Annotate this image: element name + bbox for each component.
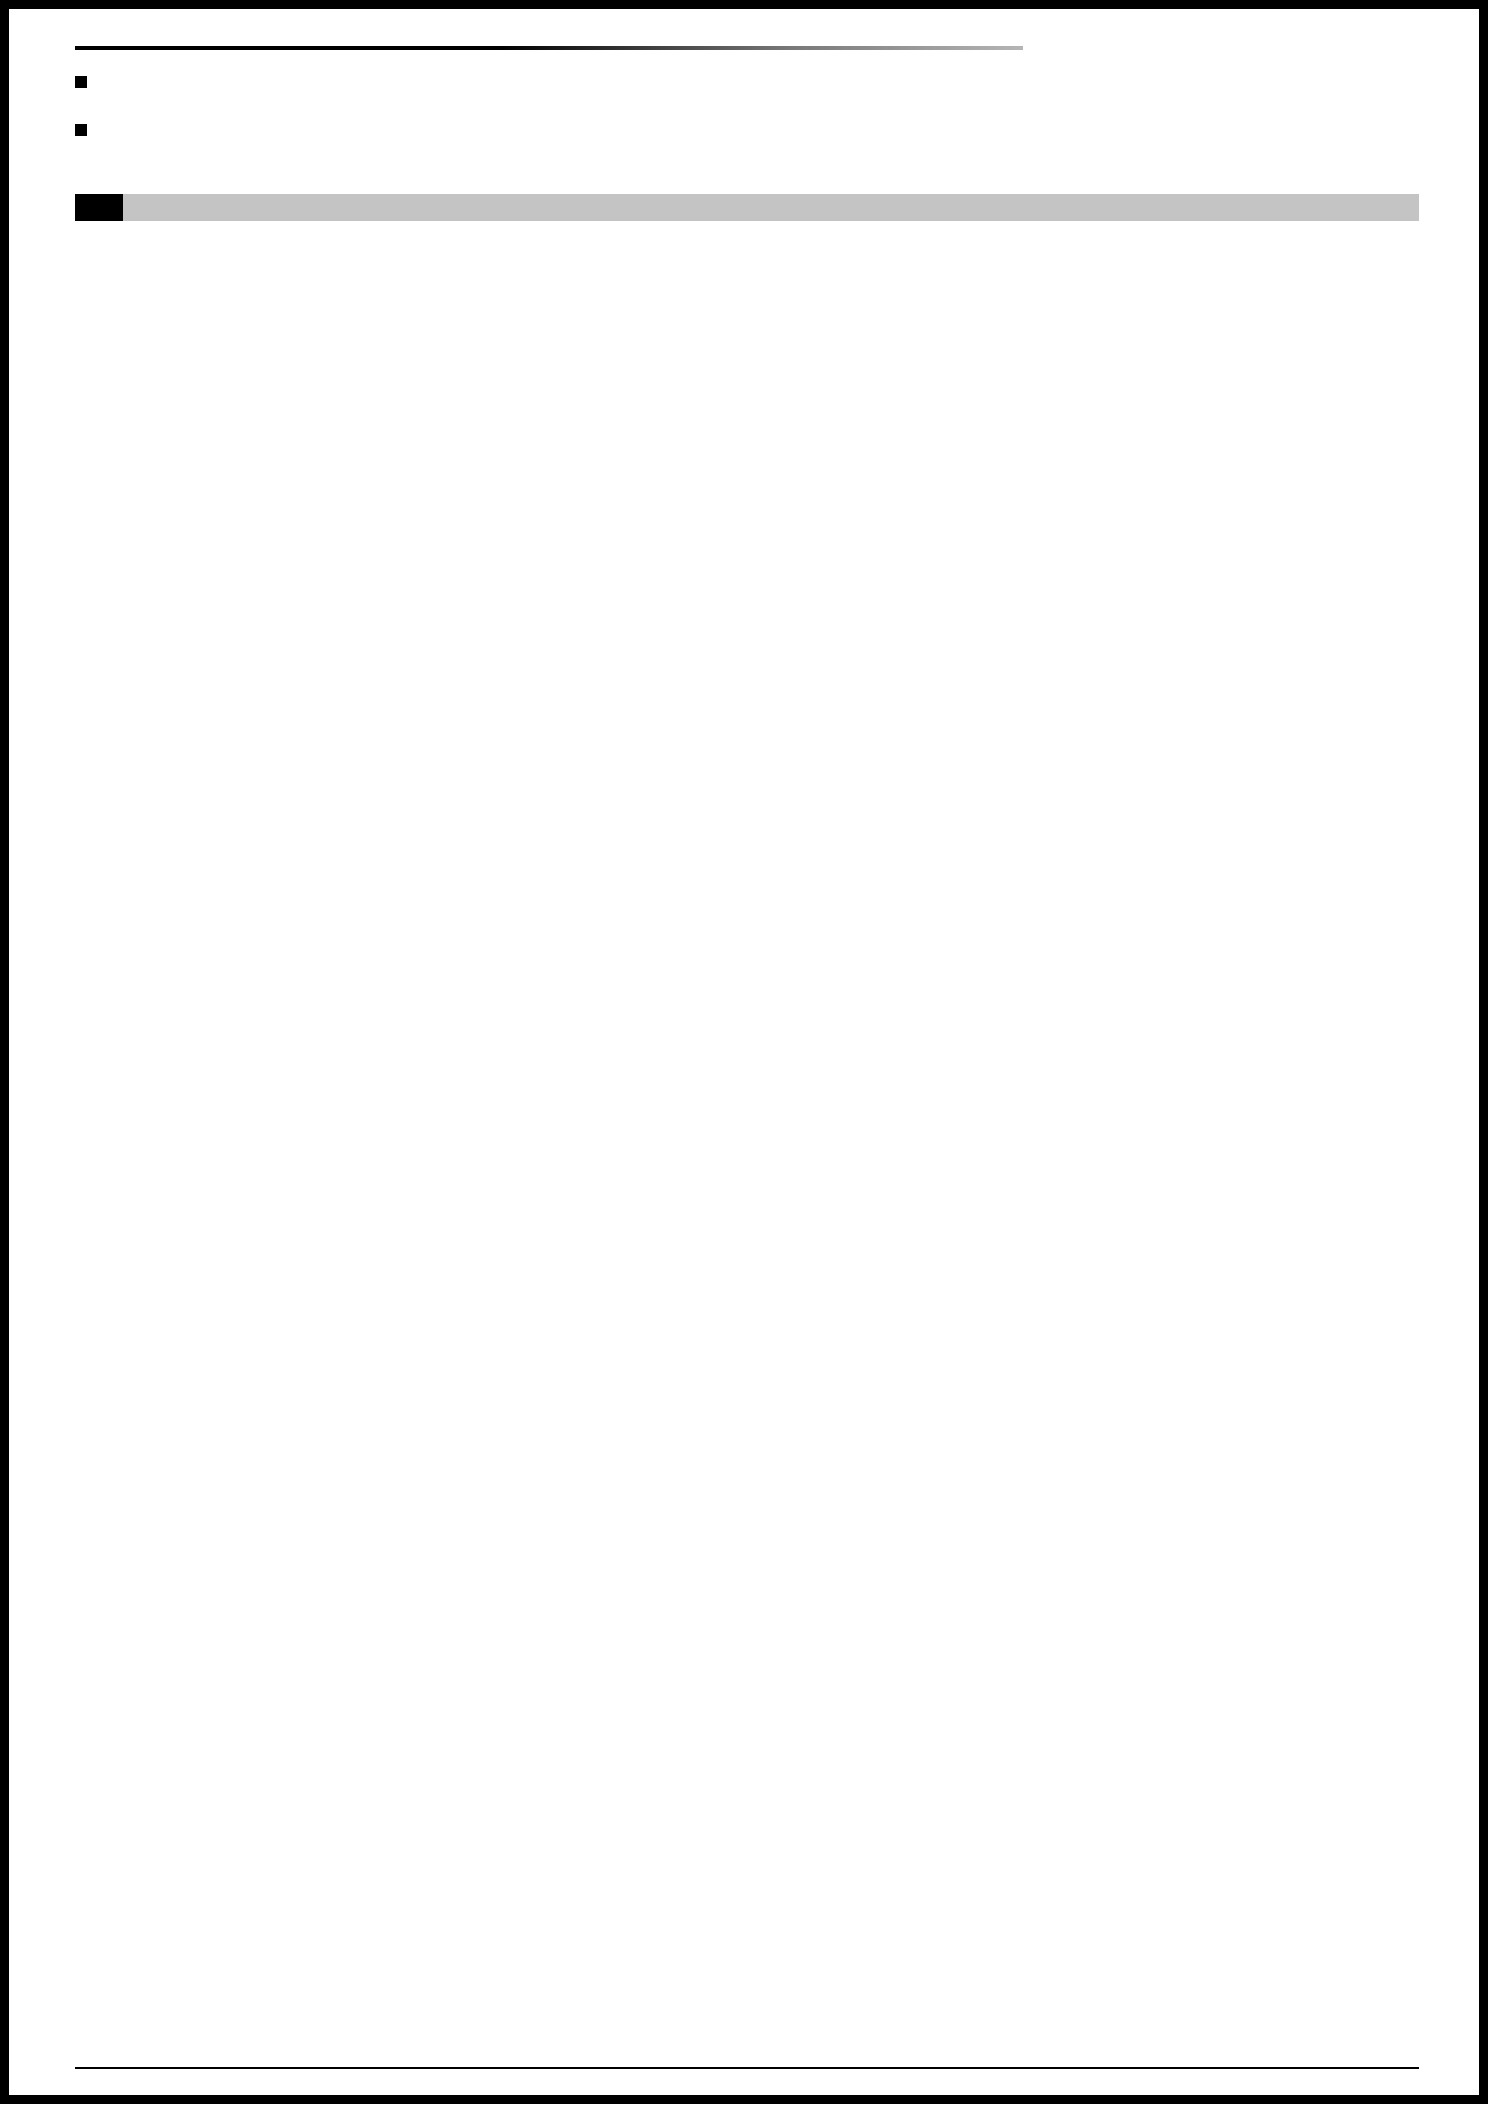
reference-data-banner <box>75 194 1419 221</box>
chart-switching-life-curve <box>403 237 703 449</box>
electrical-life-heading <box>75 124 1419 136</box>
max-switching-capacity-plot <box>75 299 375 449</box>
section-marker-icon <box>75 76 87 88</box>
title-rule <box>75 46 1023 50</box>
reference-charts <box>75 237 1419 449</box>
specifications-heading <box>75 76 1419 88</box>
chart-coil-temperature-rise <box>731 237 1031 449</box>
section-marker-icon <box>75 124 87 136</box>
footer <box>75 2067 1419 2079</box>
coil-temperature-rise-plot <box>731 245 1031 395</box>
page-content <box>9 9 1479 449</box>
switching-life-curve-plot <box>403 299 703 449</box>
chart-max-switching-capacity <box>75 237 375 449</box>
reference-data-label <box>75 194 123 221</box>
